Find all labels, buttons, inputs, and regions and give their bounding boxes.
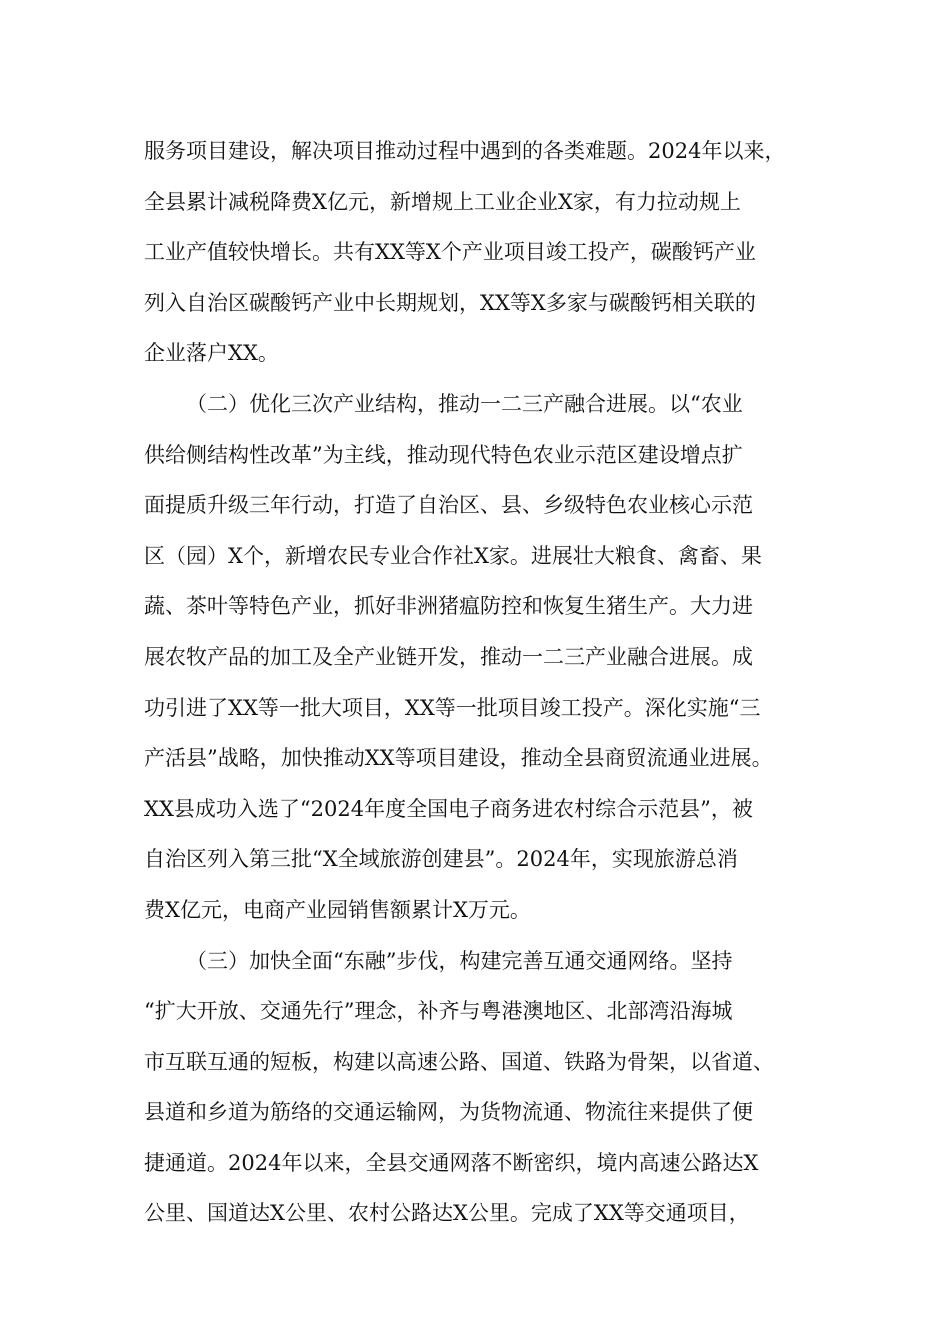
section-heading-line: （二）优化三次产业结构，推动一二三产融合进展。以“农业 xyxy=(186,391,743,416)
text-line: 捷通道。2024年以来，全县交通网落不断密织，境内高速公路达X xyxy=(144,1150,759,1175)
section-heading-line: （三）加快全面“东融”步伐，构建完善互通交通网络。坚持 xyxy=(186,948,733,973)
text-line: 自治区列入第三批“X全域旅游创建县”。2024年，实现旅游总消 xyxy=(144,847,738,872)
body-text xyxy=(144,126,814,1239)
text-line: 全县累计减税降费X亿元，新增规上工业企业X家，有力拉动规上 xyxy=(144,189,741,214)
text-line: XX县成功入选了“2024年度全国电子商务进农村综合示范县”，被 xyxy=(144,796,753,821)
text-line: 区（园）X个，新增农民专业合作社X家。进展壮大粮食、禽畜、果 xyxy=(144,543,762,568)
text-line: 公里、国道达X公里、农村公路达X公里。完成了XX等交通项目， xyxy=(144,1201,750,1226)
text-line: 供给侧结构性改革”为主线，推动现代特色农业示范区建设增点扩 xyxy=(144,442,743,467)
text-line: 市互联互通的短板，构建以高速公路、国道、铁路为骨架，以省道、 xyxy=(144,1049,774,1074)
text-line: 费X亿元，电商产业园销售额累计X万元。 xyxy=(144,897,531,922)
text-line: 产活县”战略，加快推动XX等项目建设，推动全县商贸流通业进展。 xyxy=(144,746,773,771)
text-line: 功引进了XX等一批大项目，XX等一批项目竣工投产。深化实施“三 xyxy=(144,695,761,720)
text-line: 列入自治区碳酸钙产业中长期规划，XX等X多家与碳酸钙相关联的 xyxy=(144,290,756,315)
text-line: 展农牧产品的加工及全产业链开发，推动一二三产业融合进展。成 xyxy=(144,644,753,669)
text-line: “扩大开放、交通先行”理念，补齐与粤港澳地区、北部湾沿海城 xyxy=(144,999,733,1024)
text-line: 工业产值较快增长。共有XX等X个产业项目竣工投产，碳酸钙产业 xyxy=(144,240,756,265)
text-line: 服务项目建设，解决项目推动过程中遇到的各类难题。2024年以来， xyxy=(144,139,786,163)
text-line: 蔬、茶叶等特色产业，抓好非洲猪瘟防控和恢复生猪生产。大力进 xyxy=(144,594,753,619)
text-line: 面提质升级三年行动，打造了自治区、县、乡级特色农业核心示范 xyxy=(144,493,753,518)
text-line: 县道和乡道为筋络的交通运输网，为货物流通、物流往来提供了便 xyxy=(144,1100,753,1125)
text-line: 企业落户XX。 xyxy=(144,341,279,366)
